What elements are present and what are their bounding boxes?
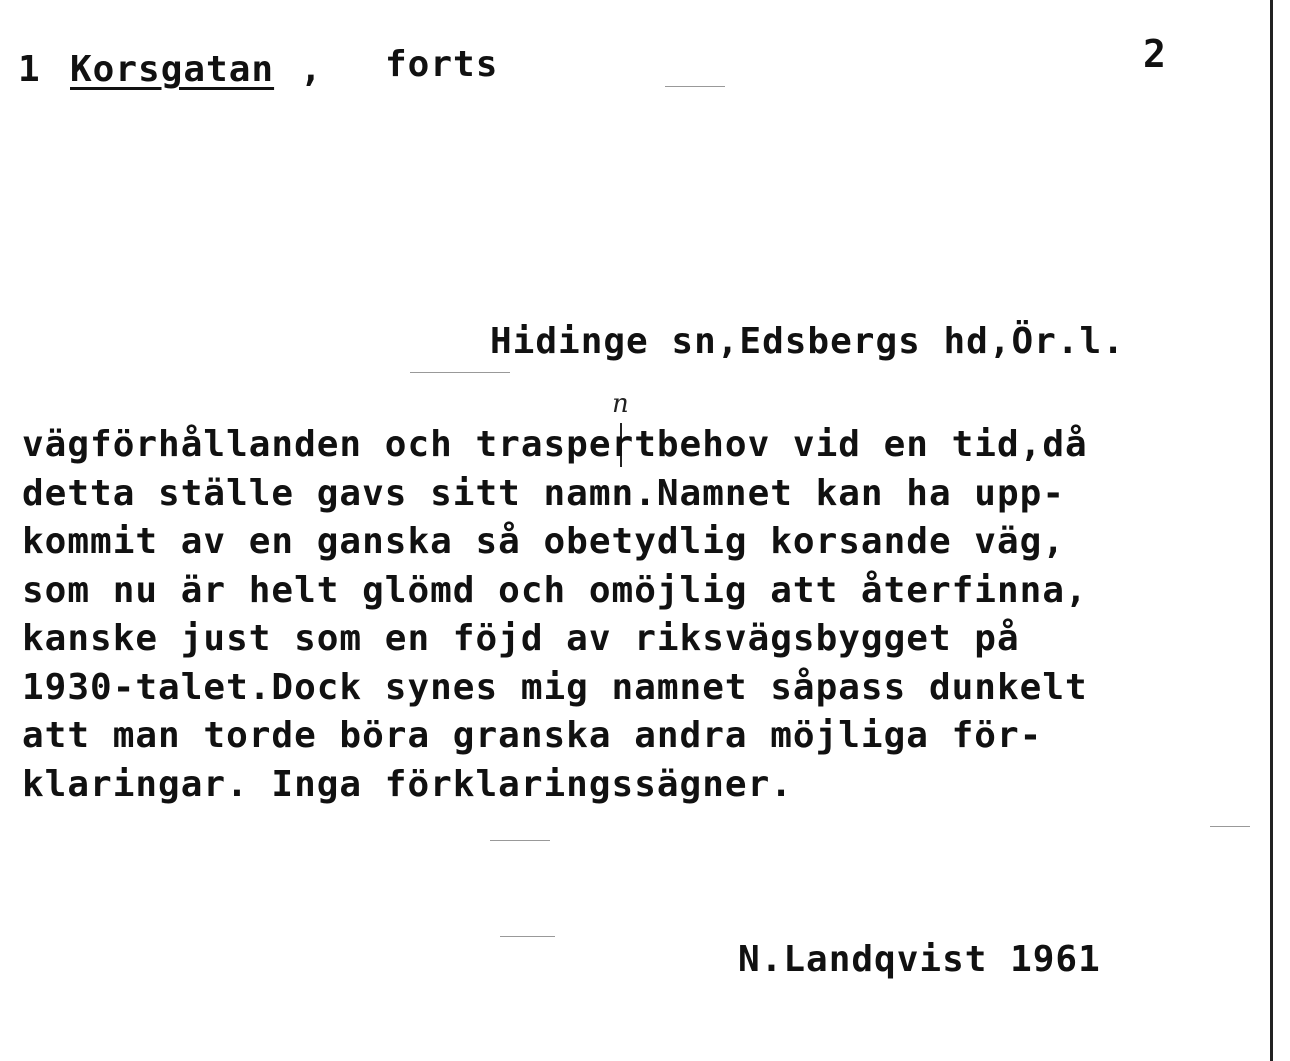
body-line: kanske just som en föjd av riksvägsbygget på (22, 618, 1020, 659)
continued-label: forts (385, 44, 499, 85)
paper-speck (665, 86, 725, 87)
body-line: 1930-talet.Dock synes mig namnet såpass dunkelt (22, 666, 1088, 708)
card-edge-line (1270, 0, 1273, 1061)
signature-line: N.Landqvist 1961 (738, 939, 1101, 980)
body-line: detta ställe gavs sitt namn.Namnet kan ha upp- (22, 472, 1065, 514)
body-line: att man torde böra granska andra möjliga för- (22, 715, 1043, 756)
card-body-text (22, 421, 1088, 809)
paper-speck (500, 936, 555, 937)
parish-location: Hidinge sn,Edsbergs hd,Ör.l. (490, 321, 1125, 362)
body-line: vägförhållanden och traspertbehov vid en tid,då (22, 424, 1088, 465)
card-number: 1 (18, 49, 41, 90)
body-line: som nu är helt glömd och omöjlig att återfinna, (22, 569, 1088, 611)
paper-speck (490, 840, 550, 841)
paper-speck (1210, 826, 1250, 827)
page-number: 2 (1143, 32, 1167, 76)
street-name: Korsgatan (70, 49, 275, 90)
heading-comma: , (300, 49, 323, 90)
body-line: kommit av en ganska så obetydlig korsande väg, (22, 521, 1065, 562)
paper-speck (410, 372, 510, 373)
body-line: klaringar. Inga förklaringssägner. (22, 763, 793, 805)
handwritten-insertion: n (612, 389, 629, 419)
